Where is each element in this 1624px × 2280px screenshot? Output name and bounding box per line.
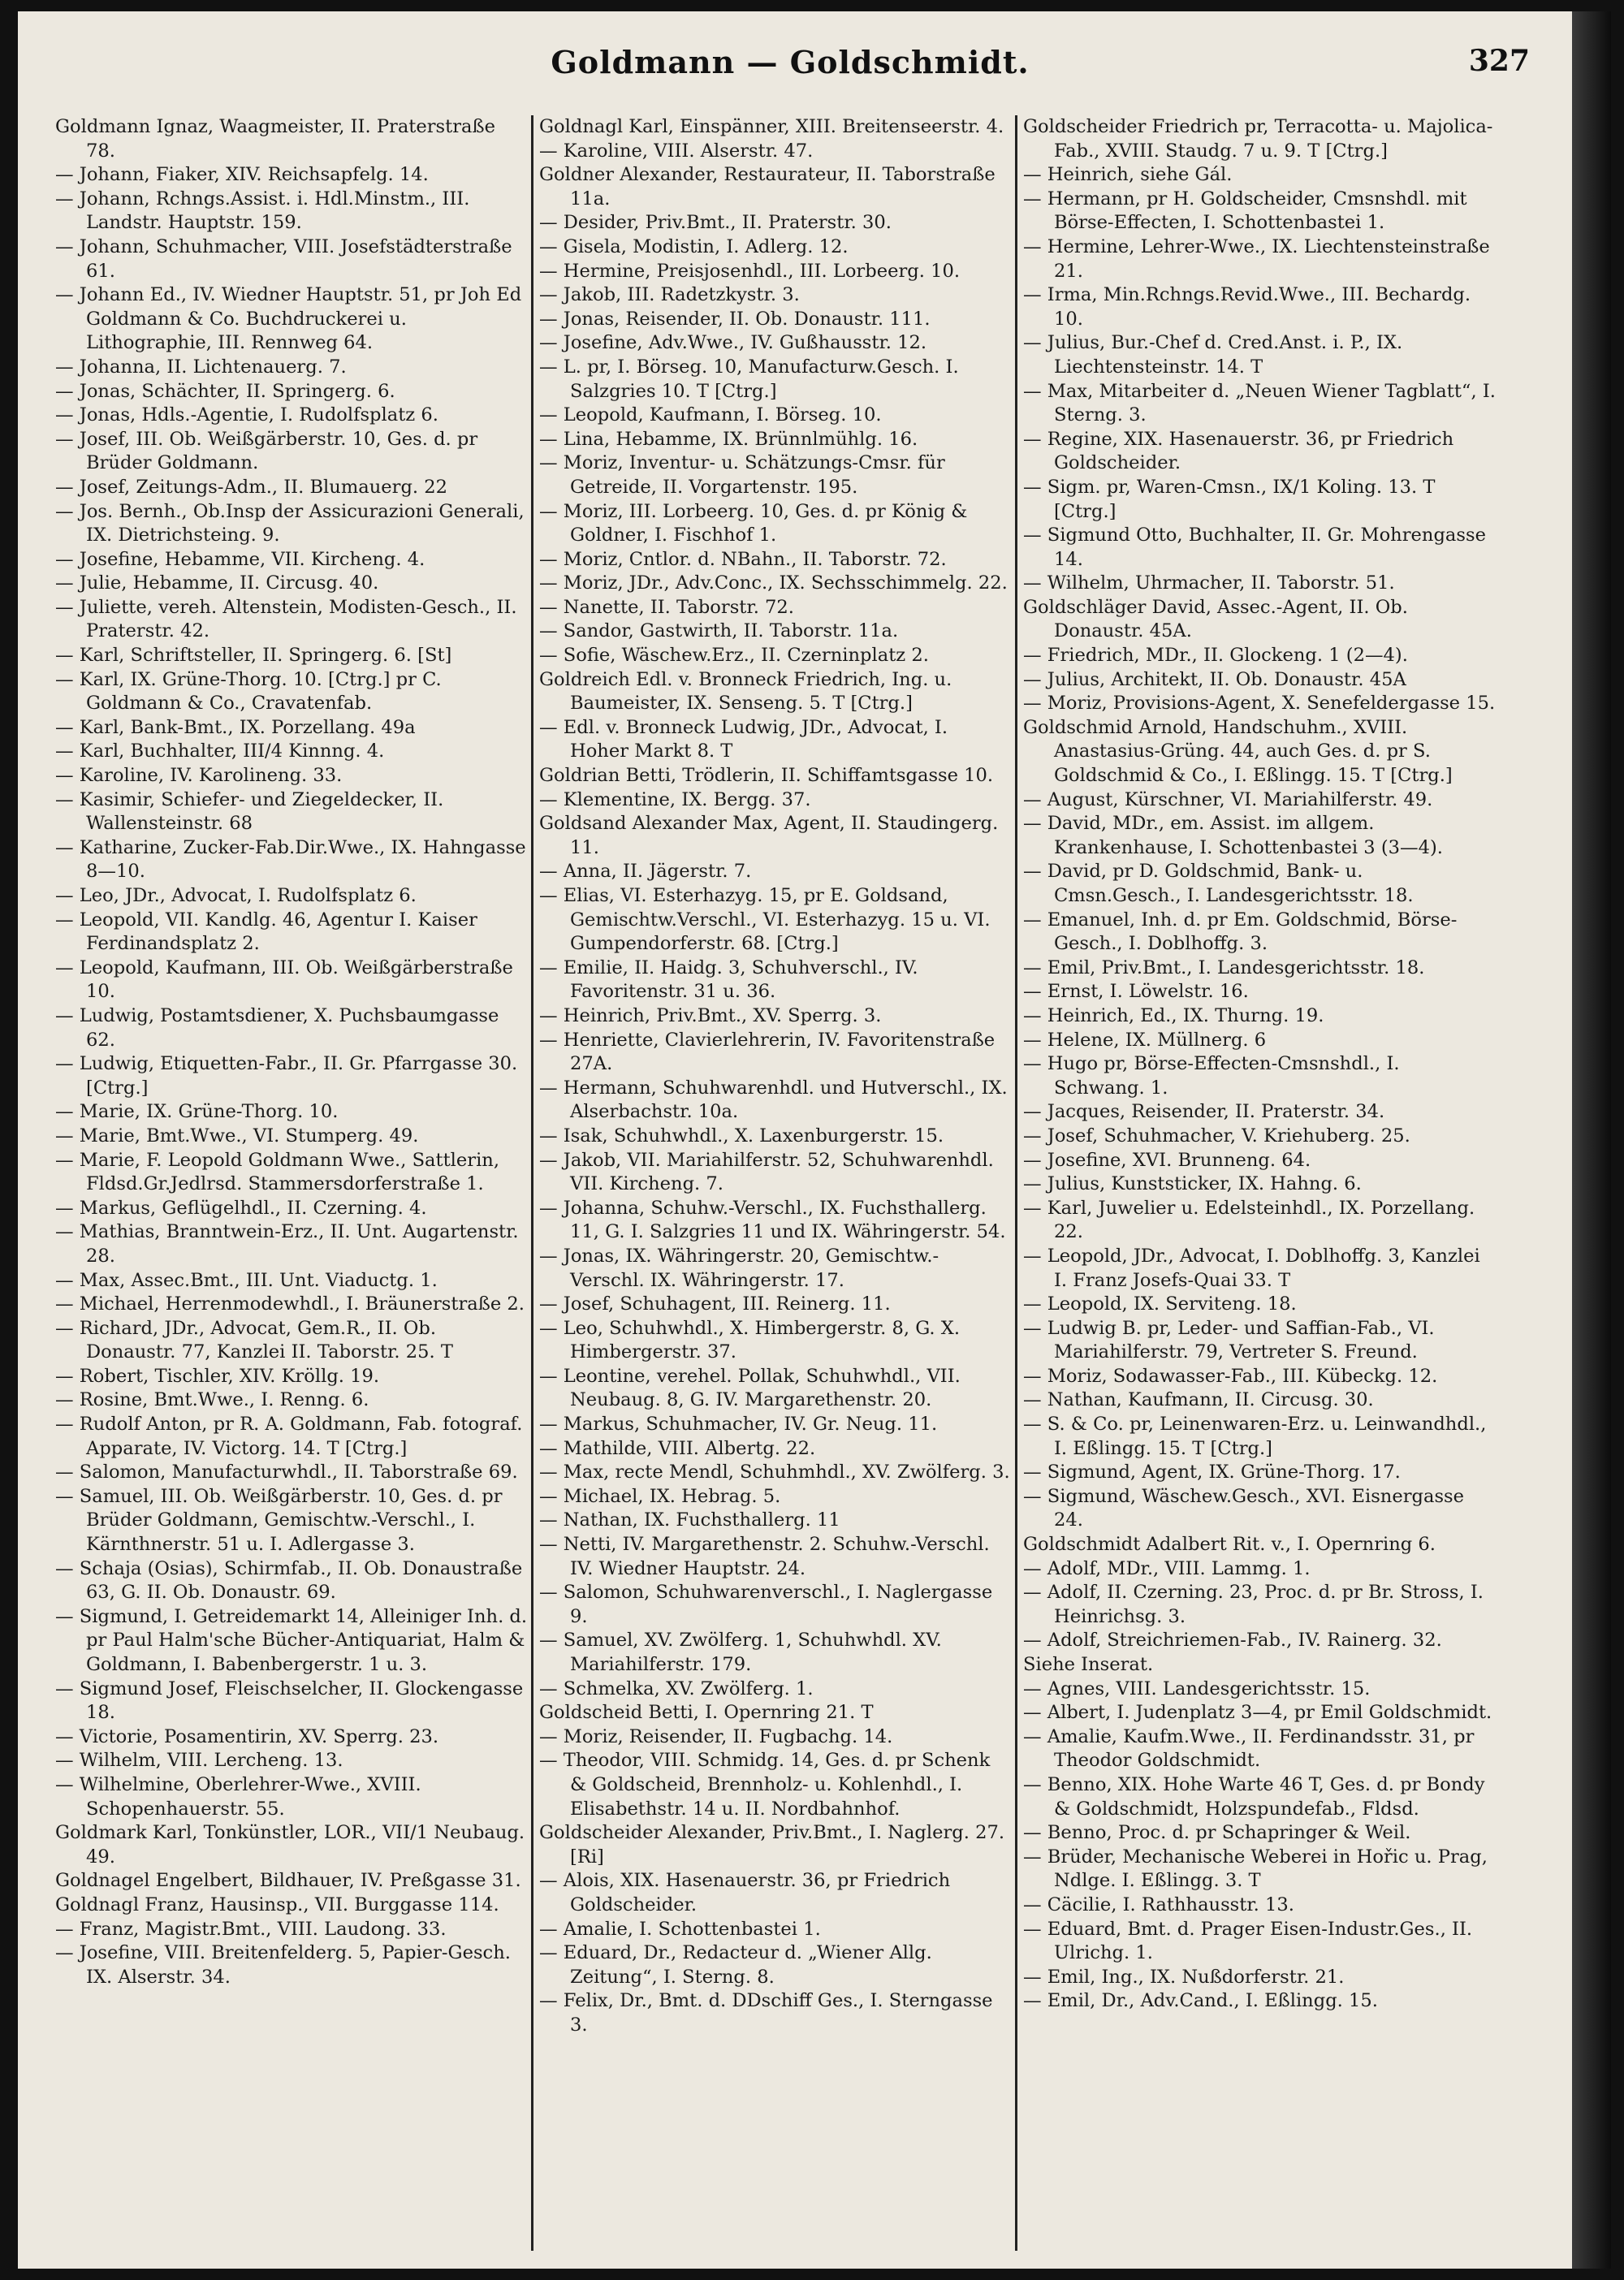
directory-entry: Goldnagel Engelbert, Bildhauer, IV. Preßgasse 31. — [55, 1870, 521, 1892]
directory-entry: — Elias, VI. Esterhazyg. 15, pr E. Goldsand, Gemischtw.Verschl., VI. Esterhazyg. 15 u. VI. Gumpendorferstr. 68. [Ctrg.] — [539, 885, 991, 955]
book-spine-shadow — [1572, 11, 1611, 2269]
directory-entry: — Brüder, Mechanische Weberei in Hořic u. Prag, Ndlge. I. Eßlingg. 3. T — [1023, 1846, 1488, 1892]
directory-entry: — Ludwig B. pr, Leder- und Saffian-Fab., VI. Mariahilferstr. 79, Vertreter S. Freund. — [1023, 1317, 1435, 1363]
directory-entry: — Karl, Juwelier u. Edelsteinhdl., IX. Porzellang. 22. — [1023, 1197, 1475, 1243]
directory-entry: — Heinrich, Ed., IX. Thurng. 19. — [1023, 1004, 1324, 1026]
directory-entry: — Emilie, II. Haidg. 3, Schuhverschl., IV. Favoritenstr. 31 u. 36. — [539, 956, 918, 1003]
directory-entry: — Sigmund, I. Getreidemarkt 14, Alleiniger Inh. d. pr Paul Halm'sche Bücher-Antiquariat, Halm & Goldmann, I. Babenbergerstr. 1 u. 3. — [55, 1605, 528, 1675]
directory-entry: — Jonas, IX. Währingerstr. 20, Gemischtw.-Verschl. IX. Währingerstr. 17. — [539, 1245, 939, 1291]
directory-entry: — Desider, Priv.Bmt., II. Praterstr. 30. — [539, 212, 892, 234]
directory-entry: — Markus, Geflügelhdl., II. Czerning. 4. — [55, 1197, 427, 1219]
directory-entry: — Michael, Herrenmodewhdl., I. Bräunerstraße 2. — [55, 1293, 525, 1315]
directory-entry: — Marie, IX. Grüne-Thorg. 10. — [55, 1101, 339, 1123]
directory-entry: — Schmelka, XV. Zwölferg. 1. — [539, 1678, 814, 1699]
directory-page — [18, 11, 1611, 2269]
directory-entry: — Wilhelmine, Oberlehrer-Wwe., XVIII. Schopenhauerstr. 55. — [55, 1773, 421, 1820]
running-head: Goldmann — Goldschmidt. — [551, 44, 1030, 80]
directory-entry: — Adolf, Streichriemen-Fab., IV. Rainerg. 32. — [1023, 1630, 1442, 1652]
directory-entry: — Friedrich, MDr., II. Glockeng. 1 (2—4). — [1023, 645, 1408, 667]
directory-entry: — Eduard, Dr., Redacteur d. „Wiener Allg. Zeitung“, I. Sterng. 8. — [539, 1942, 932, 1988]
directory-entry: — Karl, Bank-Bmt., IX. Porzellang. 49a — [55, 716, 416, 738]
directory-entry: — Anna, II. Jägerstr. 7. — [539, 861, 752, 883]
directory-entry: — Amalie, Kaufm.Wwe., II. Ferdinandsstr. 31, pr Theodor Goldschmidt. — [1023, 1725, 1475, 1772]
directory-entry: — Moriz, Cntlor. d. NBahn., II. Taborstr. 72. — [539, 548, 947, 570]
directory-entry: — Netti, IV. Margarethenstr. 2. Schuhw.-Verschl. IV. Wiedner Hauptstr. 24. — [539, 1534, 990, 1579]
directory-entry: — Helene, IX. Müllnerg. 6 — [1023, 1029, 1267, 1051]
directory-entry: — Karl, Schriftsteller, II. Springerg. 6. [St] — [55, 645, 452, 667]
page-header — [18, 44, 1562, 93]
directory-entry: Goldnagl Franz, Hausinsp., VII. Burggasse 114. — [55, 1894, 499, 1915]
directory-entry: — August, Kürschner, VI. Mariahilferstr. 49. — [1023, 788, 1433, 810]
directory-entry: — Moriz, Inventur- u. Schätzungs-Cmsr. für Getreide, II. Vorgartenstr. 195. — [539, 452, 945, 498]
directory-entry: — Cäcilie, I. Rathhausstr. 13. — [1023, 1894, 1294, 1915]
column-divider — [1015, 115, 1017, 2251]
directory-entry: — Jakob, III. Radetzkystr. 3. — [539, 284, 800, 306]
directory-entry: — Josefine, Hebamme, VII. Kircheng. 4. — [55, 548, 425, 570]
directory-entry: — Felix, Dr., Bmt. d. DDschiff Ges., I. Sterngasse 3. — [539, 1990, 993, 2036]
directory-entry: — Josefine, VIII. Breitenfelderg. 5, Papier-Gesch. IX. Alserstr. 34. — [55, 1942, 511, 1988]
directory-entry: Goldscheider Friedrich pr, Terracotta- u. Majolica-Fab., XVIII. Staudg. 7 u. 9. T [Ctrg.] — [1023, 116, 1493, 162]
directory-entry: — Sofie, Wäschew.Erz., II. Czerninplatz 2. — [539, 645, 929, 667]
directory-entry: — Leontine, verehel. Pollak, Schuhwhdl., VII. Neubaug. 8, G. IV. Margarethenstr. 20. — [539, 1365, 961, 1411]
directory-entry: — Salomon, Manufacturwhdl., II. Taborstraße 69. — [55, 1462, 518, 1483]
directory-entry: — Heinrich, siehe Gál. — [1023, 164, 1233, 186]
directory-entry: — Benno, XIX. Hohe Warte 46 T, Ges. d. pr Bondy & Goldschmidt, Holzspundefab., Fldsd. — [1023, 1773, 1485, 1820]
directory-entry: — Sigmund Josef, Fleischselcher, II. Glockengasse 18. — [55, 1678, 524, 1724]
directory-entry: Goldmann Ignaz, Waagmeister, II. Praterstraße 78. — [55, 116, 495, 162]
directory-entry: — Nathan, IX. Fuchsthallerg. 11 — [539, 1509, 840, 1531]
directory-entry: — Leopold, VII. Kandlg. 46, Agentur I. Kaiser Ferdinandsplatz 2. — [55, 909, 477, 955]
directory-entry: Goldschläger David, Assec.-Agent, II. Ob. Donaustr. 45A. — [1023, 596, 1408, 642]
directory-entry: — S. & Co. pr, Leinenwaren-Erz. u. Leinwandhdl., I. Eßlingg. 15. T [Ctrg.] — [1023, 1414, 1487, 1459]
directory-entry: — Wilhelm, Uhrmacher, II. Taborstr. 51. — [1023, 572, 1395, 594]
directory-entry: — Robert, Tischler, XIV. Kröllg. 19. — [55, 1365, 380, 1387]
directory-entry: — Karoline, IV. Karolineng. 33. — [55, 765, 343, 787]
directory-entry: Goldrian Betti, Trödlerin, II. Schiffamtsgasse 10. — [539, 765, 994, 787]
directory-entry: — Kasimir, Schiefer- und Ziegeldecker, II. Wallensteinstr. 68 — [55, 788, 444, 835]
directory-entry: Goldscheider Alexander, Priv.Bmt., I. Naglerg. 27. [Ri] — [539, 1822, 1005, 1868]
directory-entry: Goldreich Edl. v. Bronneck Friedrich, Ing. u. Baumeister, IX. Senseng. 5. T [Ctrg.] — [539, 668, 952, 715]
directory-entry: Goldsand Alexander Max, Agent, II. Staudingerg. 11. — [539, 813, 999, 858]
directory-entry: — Amalie, I. Schottenbastei 1. — [539, 1918, 821, 1940]
directory-entry: — Victorie, Posamentirin, XV. Sperrg. 23. — [55, 1725, 439, 1747]
directory-entry: — Leopold, IX. Serviteng. 18. — [1023, 1293, 1297, 1315]
directory-entry: — Hermine, Lehrer-Wwe., IX. Liechtensteinstraße 21. — [1023, 235, 1490, 282]
directory-entry: — Lina, Hebamme, IX. Brünnlmühlg. 16. — [539, 428, 918, 450]
directory-entry: — Ernst, I. Löwelstr. 16. — [1023, 981, 1249, 1003]
directory-entry: — Henriette, Clavierlehrerin, IV. Favoritenstraße 27A. — [539, 1029, 996, 1075]
directory-entry: — Julius, Kunststicker, IX. Hahng. 6. — [1023, 1173, 1362, 1195]
directory-entry: — Julie, Hebamme, II. Circusg. 40. — [55, 572, 379, 594]
directory-entry: — Katharine, Zucker-Fab.Dir.Wwe., IX. Hahngasse 8—10. — [55, 836, 526, 883]
directory-entry: — David, MDr., em. Assist. im allgem. Krankenhause, I. Schottenbastei 3 (3—4). — [1023, 813, 1443, 858]
directory-entry: — David, pr D. Goldschmid, Bank- u. Cmsn.Gesch., I. Landesgerichtsstr. 18. — [1023, 861, 1414, 906]
directory-entry: — Sandor, Gastwirth, II. Taborstr. 11a. — [539, 620, 899, 642]
directory-entry: — Josef, III. Ob. Weißgärberstr. 10, Ges. d. pr Brüder Goldmann. — [55, 428, 478, 474]
directory-entry: — Ludwig, Etiquetten-Fabr., II. Gr. Pfarrgasse 30. [Ctrg.] — [55, 1053, 518, 1099]
directory-entry: — Karl, IX. Grüne-Thorg. 10. [Ctrg.] pr C. Goldmann & Co., Cravatenfab. — [55, 668, 442, 715]
directory-entry: — Irma, Min.Rchngs.Revid.Wwe., III. Bechardg. 10. — [1023, 284, 1471, 330]
directory-entry: Goldnagl Karl, Einspänner, XIII. Breitenseerstr. 4. — [539, 116, 1004, 137]
directory-entry: — Agnes, VIII. Landesgerichtsstr. 15. — [1023, 1678, 1371, 1699]
directory-entry: — Max, recte Mendl, Schuhmhdl., XV. Zwölferg. 3. — [539, 1462, 1010, 1483]
directory-entry: — Sigmund, Wäschew.Gesch., XVI. Eisnergasse 24. — [1023, 1485, 1465, 1531]
directory-entry: — Josef, Schuhagent, III. Reinerg. 11. — [539, 1293, 891, 1315]
directory-entry: — Sigmund Otto, Buchhalter, II. Gr. Mohrengasse 14. — [1023, 525, 1486, 570]
directory-entry: — Emil, Dr., Adv.Cand., I. Eßlingg. 15. — [1023, 1990, 1378, 2012]
directory-entry: Goldschmid Arnold, Handschuhm., XVIII. Anastasius-Grüng. 44, auch Ges. d. pr S. Goldschmid & Co., I. Eßlingg. 15. T [Ctrg.] — [1023, 716, 1453, 787]
directory-entry: — Johanna, II. Lichtenauerg. 7. — [55, 356, 347, 378]
directory-entry: — Sigm. pr, Waren-Cmsn., IX/1 Koling. 13. T [Ctrg.] — [1023, 476, 1436, 522]
directory-entry: — Rosine, Bmt.Wwe., I. Renng. 6. — [55, 1389, 369, 1411]
directory-entry: — Jakob, VII. Mariahilferstr. 52, Schuhwarenhdl. VII. Kircheng. 7. — [539, 1149, 994, 1195]
directory-entry: — Josef, Zeitungs-Adm., II. Blumauerg. 22 — [55, 476, 448, 498]
directory-entry: — Theodor, VIII. Schmidg. 14, Ges. d. pr Schenk & Goldscheid, Brennholz- u. Kohlenhdl., I. Elisabethstr. 14 u. II. Nordbahnhof. — [539, 1750, 991, 1820]
directory-entry: — Max, Mitarbeiter d. „Neuen Wiener Tagblatt“, I. Sterng. 3. — [1023, 380, 1496, 426]
directory-entry: — Edl. v. Bronneck Ludwig, JDr., Advocat, I. Hoher Markt 8. T — [539, 716, 948, 762]
directory-entry: — Josefine, Adv.Wwe., IV. Gußhausstr. 12. — [539, 332, 927, 354]
directory-entry: Goldscheid Betti, I. Opernring 21. T — [539, 1702, 874, 1724]
directory-entry: — Jacques, Reisender, II. Praterstr. 34. — [1023, 1101, 1385, 1123]
directory-entry: — Leo, Schuhwhdl., X. Himbergerstr. 8, G. X. Himbergerstr. 37. — [539, 1317, 961, 1363]
directory-entry: — L. pr, I. Börseg. 10, Manufacturw.Gesch. I. Salzgries 10. T [Ctrg.] — [539, 356, 959, 402]
directory-entry: — Hermann, pr H. Goldscheider, Cmsnshdl. mit Börse-Effecten, I. Schottenbastei 1. — [1023, 188, 1467, 234]
directory-entry: — Mathias, Branntwein-Erz., II. Unt. Augartenstr. 28. — [55, 1221, 519, 1267]
directory-entry: — Emil, Ing., IX. Nußdorferstr. 21. — [1023, 1966, 1345, 1988]
page-number: 327 — [1468, 44, 1530, 78]
directory-entry: — Jos. Bernh., Ob.Insp der Assicurazioni Generali, IX. Dietrichsteing. 9. — [55, 500, 525, 546]
directory-entry: — Nanette, II. Taborstr. 72. — [539, 596, 794, 618]
directory-entry: — Nathan, Kaufmann, II. Circusg. 30. — [1023, 1389, 1374, 1411]
directory-entry: — Eduard, Bmt. d. Prager Eisen-Industr.Ges., II. Ulrichg. 1. — [1023, 1918, 1473, 1964]
directory-entry: — Moriz, Reisender, II. Fugbachg. 14. — [539, 1725, 893, 1747]
directory-entry: — Julius, Architekt, II. Ob. Donaustr. 45A — [1023, 668, 1406, 690]
directory-entry: — Salomon, Schuhwarenverschl., I. Naglergasse 9. — [539, 1582, 993, 1627]
directory-entry: — Moriz, JDr., Adv.Conc., IX. Sechsschimmelg. 22. — [539, 572, 1008, 594]
column-3 — [1023, 115, 1496, 2251]
directory-entry: — Josef, Schuhmacher, V. Kriehuberg. 25. — [1023, 1125, 1410, 1146]
directory-entry: — Hermine, Preisjosenhdl., III. Lorbeerg. 10. — [539, 260, 961, 282]
directory-entry: — Johann, Fiaker, XIV. Reichsapfelg. 14. — [55, 164, 429, 186]
directory-entry: Goldschmidt Adalbert Rit. v., I. Opernring 6. — [1023, 1534, 1436, 1556]
directory-entry: — Julius, Bur.-Chef d. Cred.Anst. i. P., IX. Liechtensteinstr. 14. T — [1023, 332, 1403, 378]
directory-entry: — Franz, Magistr.Bmt., VIII. Laudong. 33. — [55, 1918, 447, 1940]
directory-entry: — Markus, Schuhmacher, IV. Gr. Neug. 11. — [539, 1414, 938, 1436]
directory-entry: — Rudolf Anton, pr R. A. Goldmann, Fab. fotograf. Apparate, IV. Victorg. 14. T [Ctrg.] — [55, 1414, 523, 1459]
directory-entry: — Leopold, Kaufmann, I. Börseg. 10. — [539, 404, 882, 426]
directory-entry: — Jonas, Reisender, II. Ob. Donaustr. 111. — [539, 308, 931, 330]
directory-entry: — Karl, Buchhalter, III/4 Kinnng. 4. — [55, 741, 385, 762]
directory-entry: — Marie, F. Leopold Goldmann Wwe., Sattlerin, Fldsd.Gr.Jedlrsd. Stammersdorferstraße 1. — [55, 1149, 500, 1195]
directory-entry: — Leo, JDr., Advocat, I. Rudolfsplatz 6. — [55, 885, 417, 906]
directory-entry: — Josefine, XVI. Brunneng. 64. — [1023, 1149, 1311, 1171]
directory-entry: — Adolf, II. Czerning. 23, Proc. d. pr Br. Stross, I. Heinrichsg. 3. — [1023, 1582, 1484, 1627]
directory-entry: — Gisela, Modistin, I. Adlerg. 12. — [539, 235, 849, 257]
directory-entry: — Johann Ed., IV. Wiedner Hauptstr. 51, pr Joh Ed Goldmann & Co. Buchdruckerei u. Lithographie, III. Rennweg 64. — [55, 284, 522, 354]
column-1 — [55, 115, 528, 2251]
directory-entry: — Jonas, Schächter, II. Springerg. 6. — [55, 380, 395, 402]
directory-entry: — Marie, Bmt.Wwe., VI. Stumperg. 49. — [55, 1125, 419, 1146]
directory-entry: — Isak, Schuhwhdl., X. Laxenburgerstr. 15. — [539, 1125, 944, 1146]
directory-entry: — Adolf, MDr., VIII. Lammg. 1. — [1023, 1557, 1311, 1579]
directory-entry: — Ludwig, Postamtsdiener, X. Puchsbaumgasse 62. — [55, 1004, 499, 1051]
directory-entry: — Johanna, Schuhw.-Verschl., IX. Fuchsthallerg. 11, G. I. Salzgries 11 und IX. Währingerstr. 54. — [539, 1197, 1006, 1243]
directory-entry: — Leopold, Kaufmann, III. Ob. Weißgärberstraße 10. — [55, 956, 513, 1003]
directory-entry: — Johann, Rchngs.Assist. i. Hdl.Minstm., III. Landstr. Hauptstr. 159. — [55, 188, 470, 234]
directory-entry: — Johann, Schuhmacher, VIII. Josefstädterstraße 61. — [55, 235, 512, 282]
directory-entry: — Michael, IX. Hebrag. 5. — [539, 1485, 781, 1507]
directory-entry: — Samuel, XV. Zwölferg. 1, Schuhwhdl. XV. Mariahilferstr. 179. — [539, 1630, 942, 1675]
directory-entry: — Hermann, Schuhwarenhdl. und Hutverschl., IX. Alserbachstr. 10a. — [539, 1077, 1008, 1123]
directory-entry: Goldner Alexander, Restaurateur, II. Taborstraße 11a. — [539, 164, 996, 209]
directory-entry: — Moriz, Sodawasser-Fab., III. Kübeckg. 12. — [1023, 1365, 1438, 1387]
directory-entry: — Sigmund, Agent, IX. Grüne-Thorg. 17. — [1023, 1462, 1401, 1483]
directory-entry: — Heinrich, Priv.Bmt., XV. Sperrg. 3. — [539, 1004, 882, 1026]
directory-entry: — Jonas, Hdls.-Agentie, I. Rudolfsplatz 6. — [55, 404, 438, 426]
directory-entry: — Karoline, VIII. Alserstr. 47. — [539, 140, 814, 162]
directory-entry: — Albert, I. Judenplatz 3—4, pr Emil Goldschmidt. — [1023, 1702, 1492, 1724]
directory-entry: — Hugo pr, Börse-Effecten-Cmsnshdl., I. Schwang. 1. — [1023, 1053, 1400, 1099]
column-divider — [531, 115, 533, 2251]
directory-entry: — Benno, Proc. d. pr Schapringer & Weil. — [1023, 1822, 1411, 1844]
directory-entry: — Mathilde, VIII. Albertg. 22. — [539, 1437, 816, 1459]
directory-entry: — Leopold, JDr., Advocat, I. Doblhoffg. 3, Kanzlei I. Franz Josefs-Quai 33. T — [1023, 1245, 1480, 1291]
directory-entry: — Emil, Priv.Bmt., I. Landesgerichtsstr. 18. — [1023, 956, 1425, 978]
column-2 — [539, 115, 1012, 2251]
directory-entry: — Moriz, III. Lorbeerg. 10, Ges. d. pr König & Goldner, I. Fischhof 1. — [539, 500, 968, 546]
directory-entry: — Richard, JDr., Advocat, Gem.R., II. Ob. Donaustr. 77, Kanzlei II. Taborstr. 25. T — [55, 1317, 453, 1363]
directory-entry: — Schaja (Osias), Schirmfab., II. Ob. Donaustraße 63, G. II. Ob. Donaustr. 69. — [55, 1557, 523, 1604]
directory-entry: — Emanuel, Inh. d. pr Em. Goldschmid, Börse-Gesch., I. Doblhoffg. 3. — [1023, 909, 1458, 955]
directory-entry: — Regine, XIX. Hasenauerstr. 36, pr Friedrich Goldscheider. — [1023, 428, 1454, 474]
directory-entry: Siehe Inserat. — [1023, 1654, 1154, 1675]
directory-entry: — Juliette, vereh. Altenstein, Modisten-Gesch., II. Praterstr. 42. — [55, 596, 517, 642]
directory-entry: — Klementine, IX. Bergg. 37. — [539, 788, 811, 810]
directory-entry: — Wilhelm, VIII. Lercheng. 13. — [55, 1750, 343, 1772]
directory-entry: Goldmark Karl, Tonkünstler, LOR., VII/1 Neubaug. 49. — [55, 1822, 525, 1868]
directory-entry: — Alois, XIX. Hasenauerstr. 36, pr Friedrich Goldscheider. — [539, 1870, 951, 1915]
directory-entry: — Moriz, Provisions-Agent, X. Senefeldergasse 15. — [1023, 693, 1496, 715]
directory-entry: — Samuel, III. Ob. Weißgärberstr. 10, Ges. d. pr Brüder Goldmann, Gemischtw.-Verschl., I. Kärnthnerstr. 51 u. I. Adlergasse 3. — [55, 1485, 503, 1556]
directory-entry: — Max, Assec.Bmt., III. Unt. Viaductg. 1. — [55, 1269, 438, 1291]
